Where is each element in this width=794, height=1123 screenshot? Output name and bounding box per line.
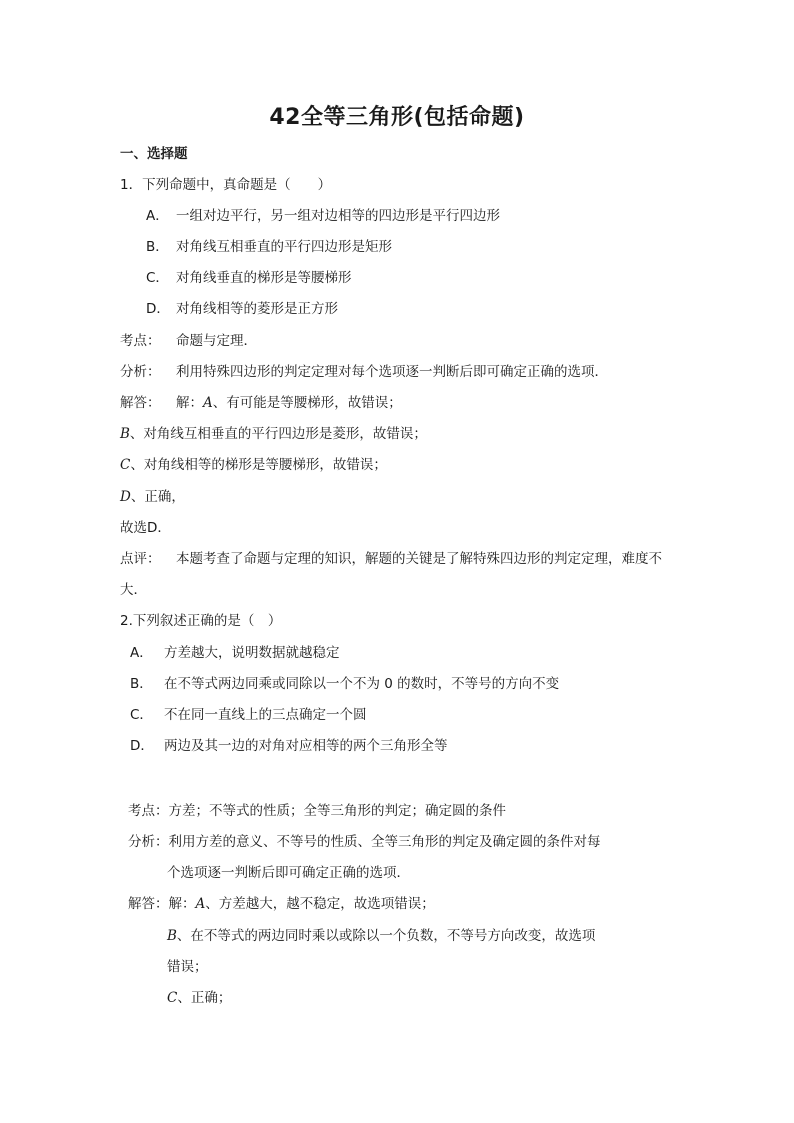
q1-jieda-b [120,425,427,443]
option-letter: D． [130,738,154,754]
q2-jieda [128,895,435,913]
option-text: 两边及其一边的对角对应相等的两个三角形全等 [164,738,448,754]
dianping-text: 本题考查了命题与定理的知识，解题的关键是了解特殊四边形的判定定理，难度不 [176,551,662,567]
option-letter: A． [130,645,153,661]
kaodian-label: 考点： [128,803,169,819]
option-text: 在不等式两边同乘或同除以一个不为 0 的数时，不等号的方向不变 [164,676,560,692]
option-letter: D． [146,301,170,317]
kaodian-text: 命题与定理． [176,333,257,349]
jieda-text: 、对角线互相垂直的平行四边形是菱形，故错误； [129,426,427,442]
q2-fenxi [128,833,601,851]
jieda-text: 、有可能是等腰梯形，故错误； [212,395,402,411]
kaodian-text: 方差；不等式的性质；全等三角形的判定；确定圆的条件 [168,803,506,819]
answer-letter: D [120,489,131,505]
q1-conclusion: 故选D． [120,520,171,536]
fenxi-label: 分析： [120,364,161,380]
fenxi-text: 利用方差的意义、不等号的性质、全等三角形的判定及确定圆的条件对每 [168,834,601,850]
q2-stem: 2.下列叙述正确的是（ ） [120,613,282,629]
option-text: 对角线垂直的梯形是等腰梯形 [176,270,352,286]
option-letter: B． [146,239,169,255]
q1-jieda-c [120,456,387,474]
q2-option-a [130,644,340,662]
q2-jieda-c [167,989,231,1007]
option-text: 不在同一直线上的三点确定一个圆 [164,707,367,723]
option-text: 对角线相等的菱形是正方形 [176,301,338,317]
jieda-text: 、在不等式的两边同时乘以或除以一个负数，不等号方向改变，故选项 [176,928,596,944]
answer-letter: B [167,928,177,944]
q1-option-c [146,269,352,287]
q2-kaodian [128,802,506,820]
answer-letter: C [167,990,178,1006]
jieda-label: 解答： [120,395,161,411]
q1-kaodian [120,332,257,350]
fenxi-text: 利用特殊四边形的判定定理对每个选项逐一判断后即可确定正确的选项． [176,364,608,380]
jieda-text: 、方差越大，越不稳定，故选项错误； [205,896,435,912]
q2-fenxi-cont: 个选项逐一判断后即可确定正确的选项． [167,865,410,881]
q1-stem: 1．下列命题中，真命题是（ ） [120,177,332,193]
q2-jieda-b [167,927,595,945]
page-title: 42全等三角形(包括命题) [269,105,525,130]
jieda-text: 、对角线相等的梯形是等腰梯形，故错误； [130,457,387,473]
q2-option-b [130,675,559,693]
q2-option-c [130,706,367,724]
q2-option-d [130,737,448,755]
fenxi-label: 分析： [128,834,169,850]
jieda-label: 解答： [128,896,169,912]
q1-dianping [120,550,662,568]
option-letter: C． [146,270,169,286]
q1-option-a [146,207,500,225]
q1-dianping-cont: 大． [120,582,147,598]
option-letter: B． [130,676,153,692]
option-letter: A． [146,208,169,224]
section-heading: 一、选择题 [120,146,188,162]
q1-option-d [146,300,338,318]
answer-letter: B [120,426,130,442]
q1-option-b [146,238,392,256]
dianping-label: 点评： [120,551,161,567]
option-text: 一组对边平行，另一组对边相等的四边形是平行四边形 [176,208,500,224]
answer-letter: C [120,457,131,473]
option-text: 对角线互相垂直的平行四边形是矩形 [176,239,392,255]
jieda-prefix: 解： [176,395,203,411]
option-letter: C． [130,707,153,723]
q1-fenxi [120,363,608,381]
q1-jieda-d [120,488,185,506]
jieda-text: 、正确； [177,990,232,1006]
q1-jieda [120,394,402,412]
q2-jieda-b-cont: 错误； [167,959,208,975]
answer-letter: A [195,896,206,912]
jieda-prefix: 解： [168,896,196,912]
answer-letter: A [203,395,213,411]
kaodian-label: 考点： [120,333,161,349]
option-text: 方差越大，说明数据就越稳定 [164,645,340,661]
jieda-text: 、正确， [130,489,185,505]
